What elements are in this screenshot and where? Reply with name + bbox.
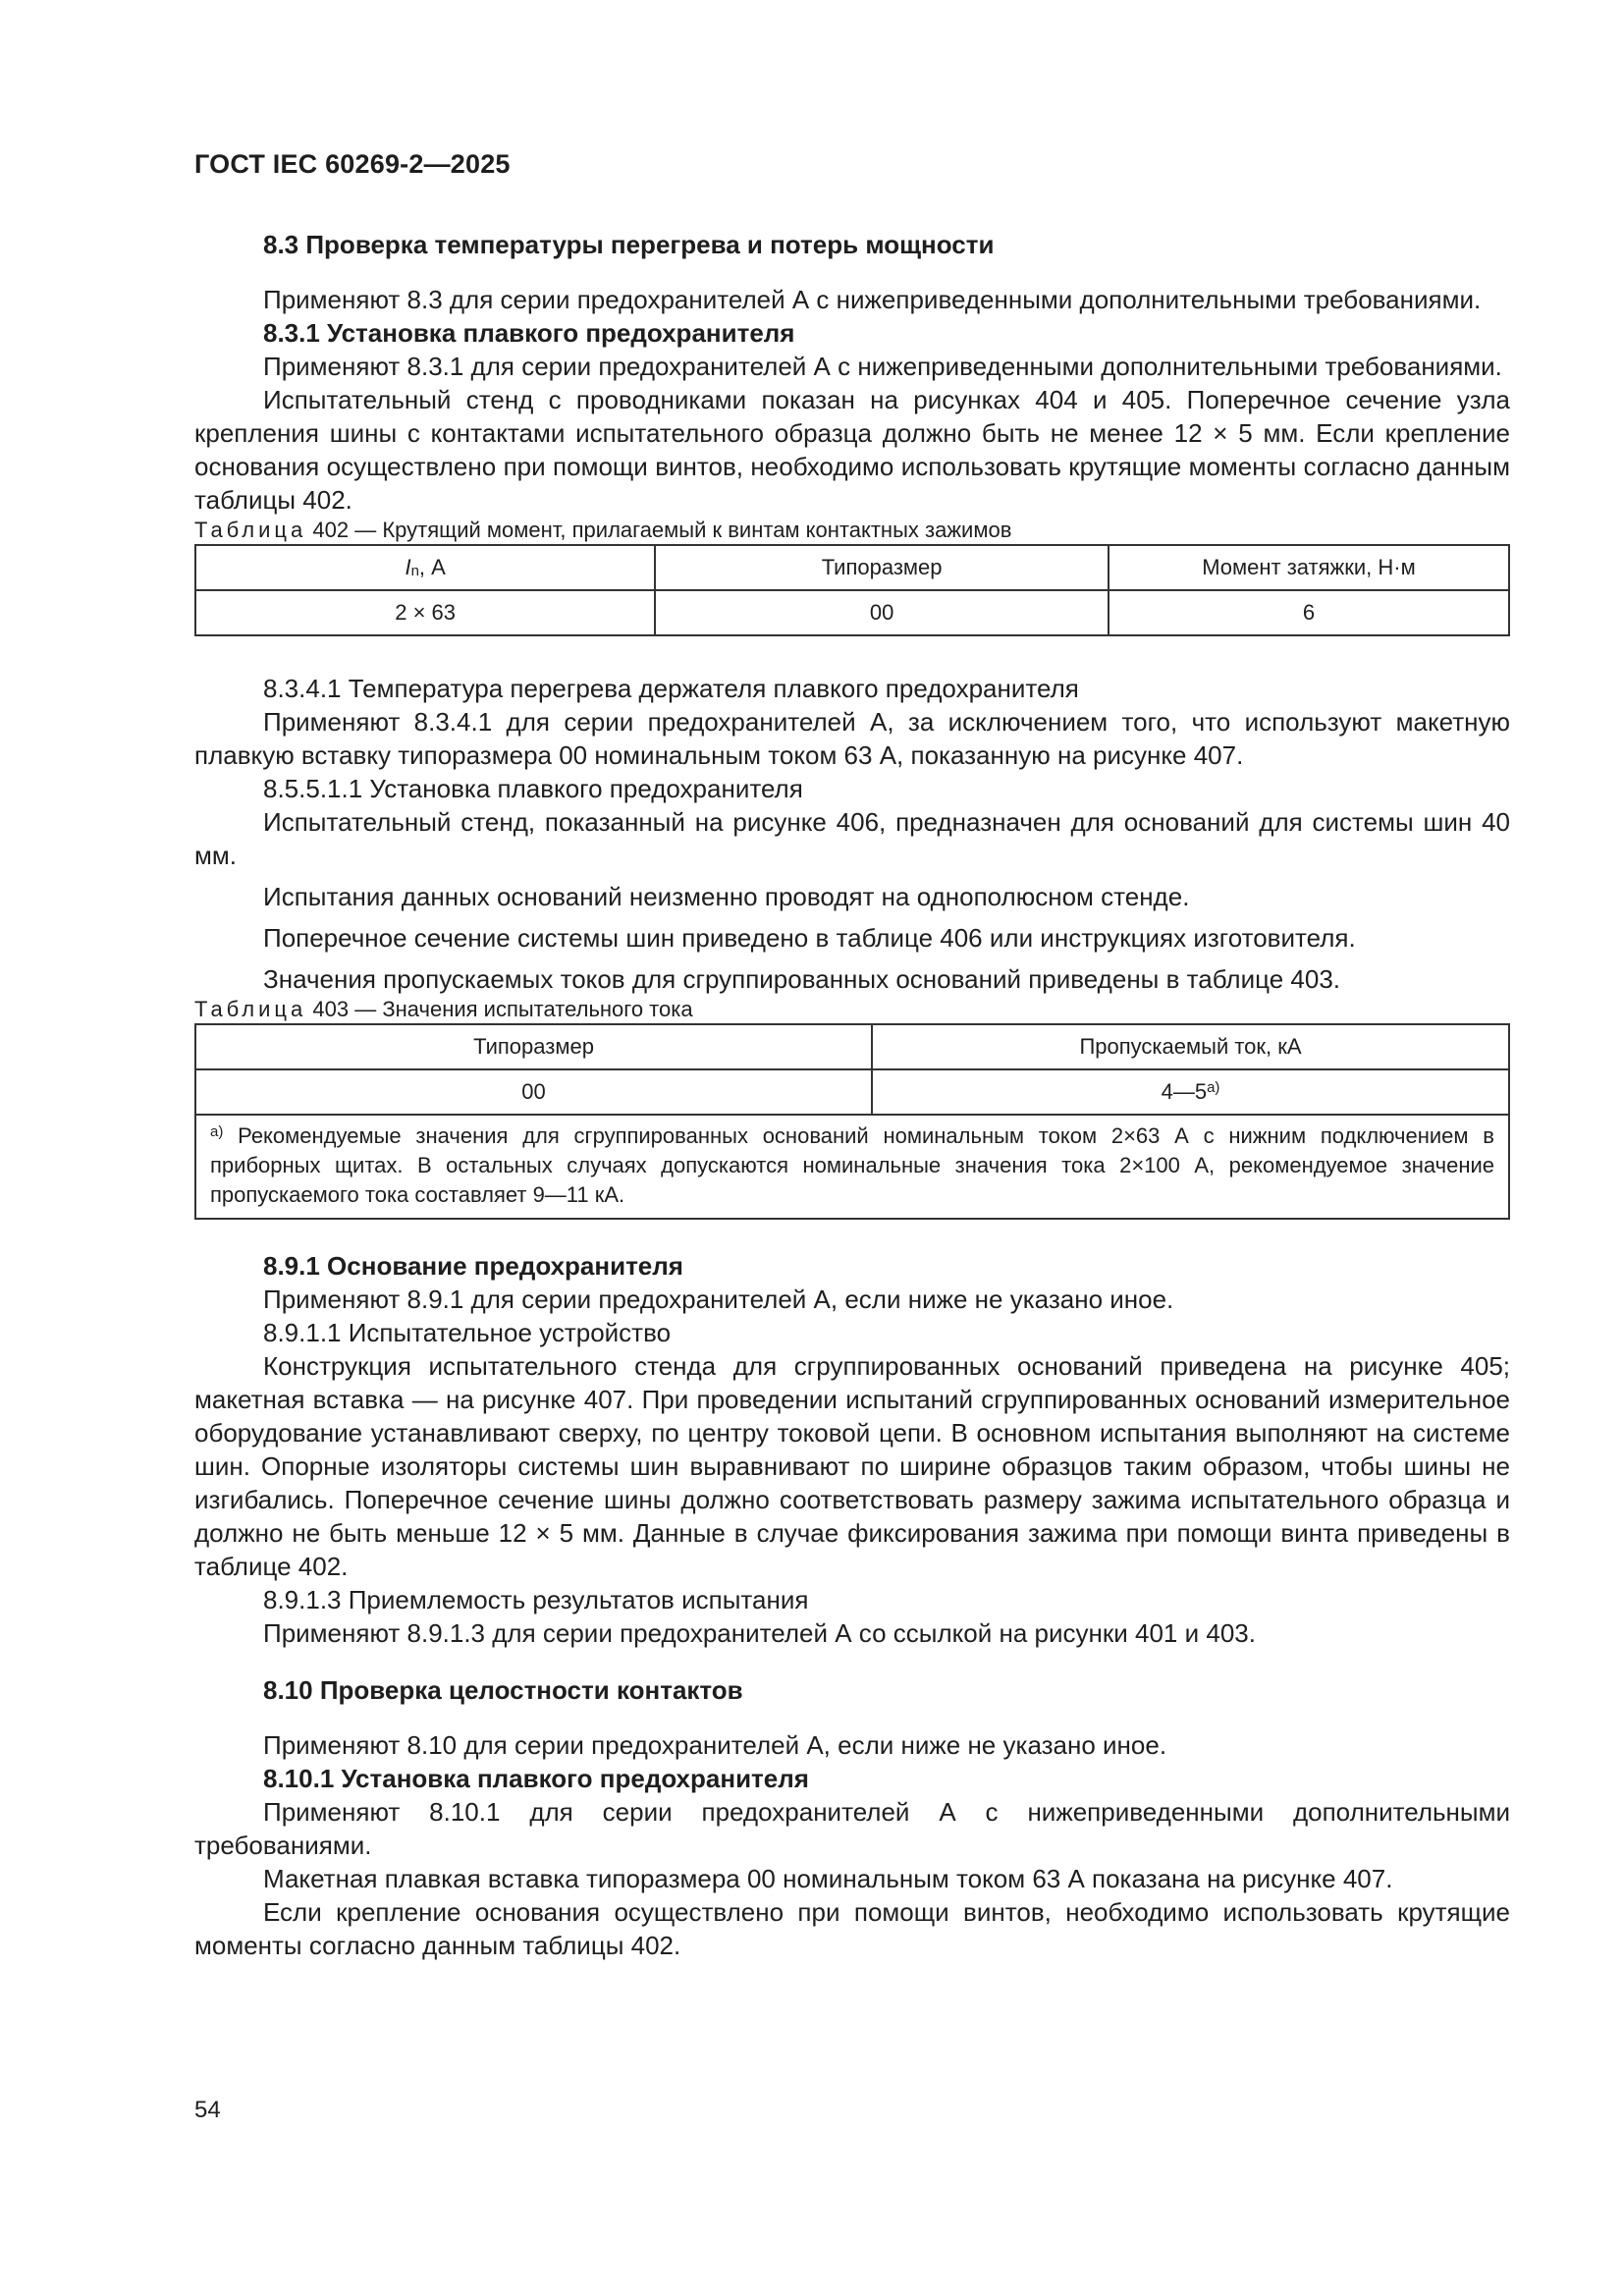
table-403-caption [194, 996, 1510, 1023]
paragraph: Применяют 8.10 для серии предохранителей А, если ниже не указано иное. [263, 1730, 1167, 1760]
footnote-mark: a) [1207, 1079, 1220, 1096]
paragraph: Применяют 8.9.1 для серии предохранителей А, если ниже не указано иное. [263, 1285, 1174, 1314]
table-header-cell: Момент затяжки, Н·м [1109, 545, 1509, 590]
section-heading-8-9-1: 8.9.1 Основание предохранителя [263, 1251, 683, 1281]
caption-text: 403 — Значения испытательного тока [312, 997, 693, 1021]
paragraph: Применяют 8.3.4.1 для серии предохранителей А, за исключением того, что используют макетную плавкую вставку типоразмера 00 номинальным током 63 А, показанную на рисунке 407. [194, 707, 1510, 770]
table-header-cell [195, 545, 655, 590]
note-text: Рекомендуемые значения для сгруппированных оснований номинальным током 2×63 А с нижним подключением в приборных щитах. В остальных случаях допускаются номинальные значения тока 2×100 А, рекомендуемое значение пропускаемого тока составляет 9—11 кА. [210, 1123, 1494, 1207]
symbol: I [405, 555, 411, 579]
paragraph: Если крепление основания осуществлено при помощи винтов, необходимо использовать крутящие моменты согласно данным таблицы 402. [194, 1897, 1510, 1960]
section-heading-8-10-1: 8.10.1 Установка плавкого предохранителя [263, 1764, 809, 1793]
page-number: 54 [194, 2097, 221, 2123]
document-header: ГОСТ IEC 60269-2—2025 [194, 149, 511, 179]
paragraph: Испытательный стенд с проводниками показан на рисунках 404 и 405. Поперечное сечение узла крепления шины с контактами испытательного образца должно быть не менее 12 × 5 мм. Если крепление основания осуществлено при помощи винтов, необходимо использовать крутящие моменты согласно данным таблицы 402. [194, 385, 1510, 515]
unit: , А [418, 555, 446, 579]
paragraph: Применяют 8.3.1 для серии предохранителей А с нижеприведенными дополнительными требованиями. [263, 352, 1502, 381]
paragraph: Поперечное сечение системы шин приведено в таблице 406 или инструкциях изготовителя. [263, 923, 1356, 953]
section-heading-8-10: 8.10 Проверка целостности контактов [263, 1675, 743, 1705]
caption-label: Таблица [194, 997, 307, 1021]
document-body [194, 228, 1510, 1962]
paragraph: 8.5.5.1.1 Установка плавкого предохранителя [263, 774, 803, 803]
paragraph: Применяют 8.10.1 для серии предохранителей А с нижеприведенными дополнительными требованиями. [194, 1797, 1510, 1860]
table-cell: 6 [1109, 590, 1509, 635]
paragraph: Значения пропускаемых токов для сгруппированных оснований приведены в таблице 403. [263, 964, 1341, 994]
table-cell: 2 × 63 [195, 590, 655, 635]
caption-text: 402 — Крутящий момент, прилагаемый к винтам контактных зажимов [312, 518, 1012, 542]
table-header-cell: Пропускаемый ток, кА [872, 1024, 1509, 1069]
caption-label: Таблица [194, 518, 307, 542]
table-row [195, 590, 1509, 635]
table-header-row [195, 1024, 1509, 1069]
table-note-row [195, 1115, 1509, 1219]
paragraph: 8.3.4.1 Температура перегрева держателя плавкого предохранителя [263, 674, 1079, 703]
paragraph: Испытания данных оснований неизменно проводят на однополюсном стенде. [263, 882, 1190, 911]
table-note [195, 1115, 1509, 1219]
paragraph: 8.9.1.3 Приемлемость результатов испытания [263, 1585, 809, 1614]
paragraph: Применяют 8.3 для серии предохранителей А с нижеприведенными дополнительными требованиями. [263, 285, 1482, 314]
footnote-mark: a) [210, 1123, 224, 1140]
table-header-row [195, 545, 1509, 590]
table-cell: 00 [655, 590, 1109, 635]
section-heading-8-3-1: 8.3.1 Установка плавкого предохранителя [263, 318, 795, 348]
table-cell [872, 1069, 1509, 1115]
table-402 [194, 544, 1510, 636]
subscript: n [410, 563, 419, 579]
paragraph: Конструкция испытательного стенда для сгруппированных оснований приведена на рисунке 405; макетная вставка — на рисунке 407. При проведении испытаний сгруппированных оснований измерительное оборудование устанавливают сверху, по центру токовой цепи. В основном испытания выполняют на системе шин. Опорные изоляторы системы шин выравнивают по ширине образцов таким образом, чтобы шины не изгибались. Поперечное сечение шины должно соответствовать размеру зажима испытательного образца и должно не быть меньше 12 × 5 мм. Данные в случае фиксирования зажима при помощи винта приведены в таблице 402. [194, 1351, 1510, 1581]
section-heading-8-3: 8.3 Проверка температуры перегрева и потерь мощности [263, 230, 995, 259]
paragraph: Испытательный стенд, показанный на рисунке 406, предназначен для оснований для системы шин 40 мм. [194, 807, 1510, 870]
table-row [195, 1069, 1509, 1115]
table-header-cell: Типоразмер [655, 545, 1109, 590]
table-header-cell: Типоразмер [195, 1024, 872, 1069]
paragraph: 8.9.1.1 Испытательное устройство [263, 1318, 672, 1347]
paragraph: Применяют 8.9.1.3 для серии предохранителей А со ссылкой на рисунки 401 и 403. [263, 1618, 1256, 1648]
table-403 [194, 1023, 1510, 1220]
value: 4—5 [1161, 1079, 1208, 1104]
paragraph: Макетная плавкая вставка типоразмера 00 номинальным током 63 А показана на рисунке 407. [263, 1864, 1393, 1893]
table-402-caption [194, 517, 1510, 544]
table-cell: 00 [195, 1069, 872, 1115]
